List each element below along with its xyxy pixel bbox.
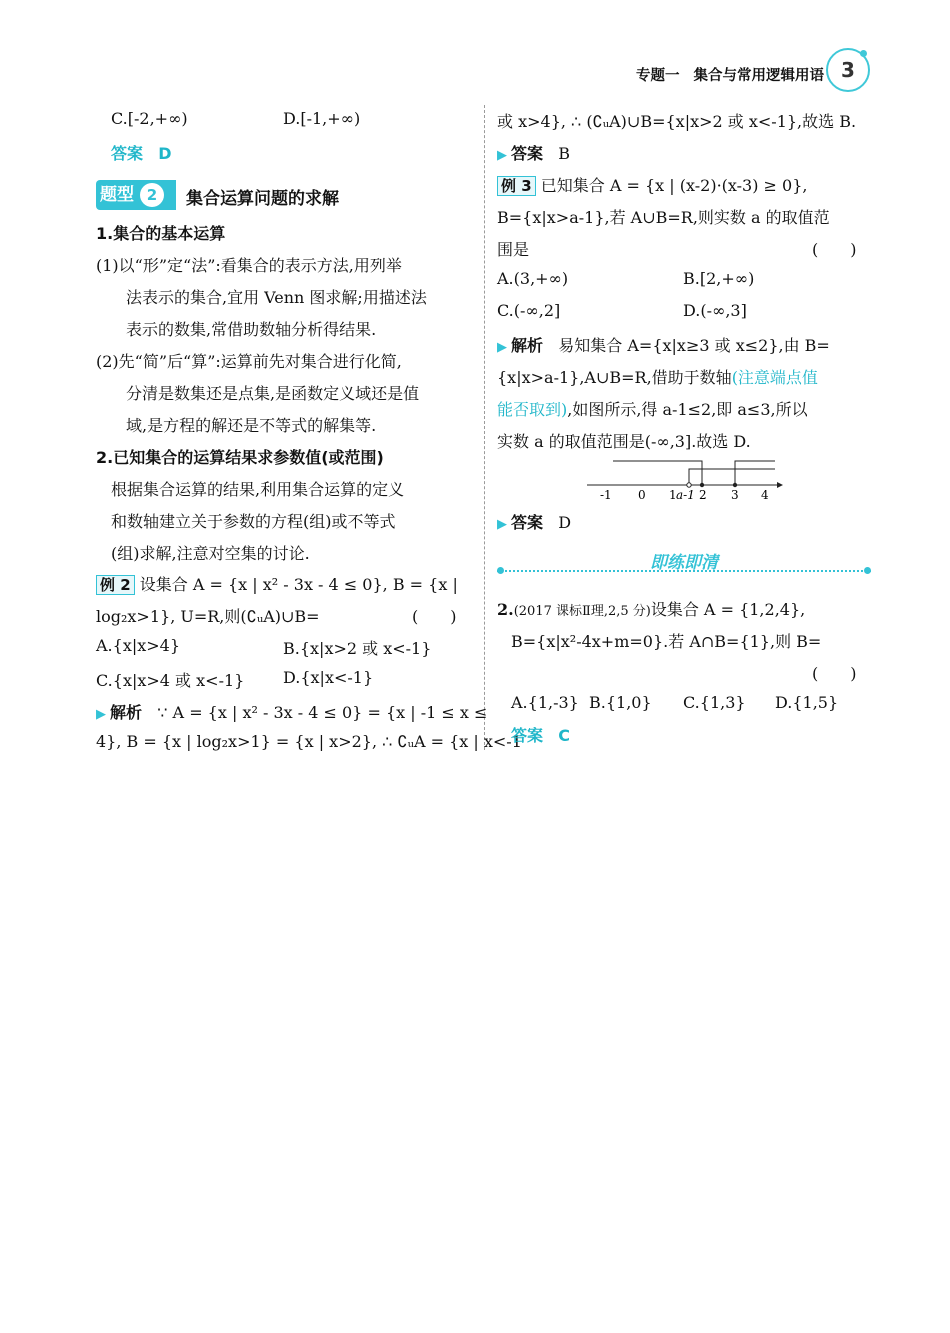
solution-label: 解析 xyxy=(110,703,143,722)
paragraph-1-line-3: 表示的数集,常借助数轴分析得结果. xyxy=(126,320,377,339)
question-2-option-b: B.{1,0} xyxy=(589,693,652,712)
solution-note: (注意端点值 xyxy=(731,368,818,387)
answer-value: C xyxy=(558,726,571,745)
prev-option-d: D.[-1,+∞) xyxy=(283,109,361,128)
triangle-arrow-icon: ▶ xyxy=(497,517,507,532)
answer-value: D xyxy=(158,144,172,163)
header-section: 专题一 xyxy=(636,68,680,84)
page-number: 3 xyxy=(826,48,870,92)
heading-parameter-range: 2.已知集合的运算结果求参数值(或范围) xyxy=(96,448,384,467)
paragraph-2-line-1: (2)先“简”后“算”:运算前先对集合进行化简, xyxy=(96,352,402,371)
triangle-arrow-icon: ▶ xyxy=(96,707,106,722)
solution-label: 解析 xyxy=(511,336,544,355)
practice-label: 即练即清 xyxy=(650,553,718,573)
solution-continued: 或 x>4}, ∴ (∁ᵤA)∪B={x|x>2 或 x<-1},故选 B. xyxy=(497,112,857,131)
example-2-option-c: C.{x|x>4 或 x<-1} xyxy=(96,671,245,690)
solution-text: ∵ A = {x | x² - 3x - 4 ≤ 0} = {x | -1 ≤ x ≤ xyxy=(157,703,488,722)
answer-label: 答案 xyxy=(111,144,144,163)
example-3-line-3: 围是 xyxy=(497,240,530,259)
paragraph-3-line-3: (组)求解,注意对空集的讨论. xyxy=(111,544,310,563)
example-3-answer xyxy=(497,510,571,533)
example-2-line-1 xyxy=(96,572,458,595)
example-2-answer xyxy=(497,141,570,164)
question-2-answer xyxy=(511,723,570,746)
tick-label: a-1 xyxy=(676,488,695,502)
question-stem: 设集合 A = {1,2,4}, xyxy=(650,600,806,619)
axis-arrow-icon xyxy=(777,482,783,488)
example-3-solution-line-2 xyxy=(497,365,818,388)
tick-label: 3 xyxy=(731,488,739,502)
example-3-paren: ( ) xyxy=(812,240,857,259)
paragraph-3-line-1: 根据集合运算的结果,利用集合运算的定义 xyxy=(111,480,405,499)
triangle-arrow-icon: ▶ xyxy=(497,148,507,163)
example-2-option-b: B.{x|x>2 或 x<-1} xyxy=(283,639,432,658)
answer-label: 答案 xyxy=(511,144,544,163)
number-line-diagram xyxy=(585,455,785,505)
closed-point xyxy=(700,483,704,487)
type-tag-label: 题型 xyxy=(100,185,134,205)
paragraph-3-line-2: 和数轴建立关于参数的方程(组)或不等式 xyxy=(111,512,396,531)
example-3-label: 例 3 xyxy=(497,176,536,196)
paragraph-1-line-1: (1)以“形”定“法”:看集合的表示方法,用列举 xyxy=(96,256,402,275)
example-3-option-d: D.(-∞,3] xyxy=(683,301,747,320)
closed-point xyxy=(733,483,737,487)
example-3-line-1 xyxy=(497,173,808,196)
tick-label: 4 xyxy=(761,488,769,502)
paragraph-2-line-2: 分清是数集还是点集,是函数定义域还是值 xyxy=(126,384,420,403)
answer-label: 答案 xyxy=(511,513,544,532)
question-2-option-a: A.{1,-3} xyxy=(511,693,579,712)
question-2-option-c: C.{1,3} xyxy=(683,693,746,712)
practice-banner xyxy=(497,546,871,576)
example-3-solution-line-4: 实数 a 的取值范围是(-∞,3].故选 D. xyxy=(497,432,751,451)
example-2-line-2: log₂x>1}, U=R,则(∁ᵤA)∪B= xyxy=(96,607,320,626)
solution-text: ,如图所示,得 a-1≤2,即 a≤3,所以 xyxy=(567,400,808,419)
question-2-option-d: D.{1,5} xyxy=(775,693,839,712)
column-divider xyxy=(484,105,485,750)
answer-label: 答案 xyxy=(511,726,544,745)
example-2-label: 例 2 xyxy=(96,575,135,595)
example-3-option-b: B.[2,+∞) xyxy=(683,269,755,288)
solution-text: {x|x>a-1},A∪B=R,借助于数轴 xyxy=(497,368,732,387)
prev-option-c: C.[-2,+∞) xyxy=(111,109,188,128)
running-header xyxy=(636,64,824,85)
question-2-paren: ( ) xyxy=(812,664,857,683)
answer-value: D xyxy=(558,513,572,532)
paragraph-1-line-2: 法表示的集合,宜用 Venn 图求解;用描述法 xyxy=(126,288,427,307)
example-2-solution-line-1 xyxy=(96,700,487,723)
heading-basic-operations: 1.集合的基本运算 xyxy=(96,224,226,243)
tick-label: 0 xyxy=(638,488,646,502)
example-3-line-2: B={x|x>a-1},若 A∪B=R,则实数 a 的取值范 xyxy=(497,208,830,227)
example-2-solution-line-2: 4}, B = {x | log₂x>1} = {x | x>2}, ∴ ∁ᵤA = {x | x<-1 xyxy=(96,732,522,751)
paragraph-2-line-3: 域,是方程的解还是不等式的解集等. xyxy=(126,416,377,435)
triangle-arrow-icon: ▶ xyxy=(497,340,507,355)
example-3-stem: 已知集合 A = {x | (x-2)·(x-3) ≥ 0}, xyxy=(540,176,808,195)
question-source: (2017 课标Ⅱ理,2,5 分) xyxy=(513,604,651,619)
example-2-paren: ( ) xyxy=(412,607,457,626)
question-type-tag xyxy=(96,180,176,210)
type-tag-number: 2 xyxy=(140,183,164,207)
example-2-stem: 设集合 A = {x | x² - 3x - 4 ≤ 0}, B = {x | xyxy=(139,575,458,594)
tick-label: 1 xyxy=(669,488,677,502)
example-2-option-d: D.{x|x<-1} xyxy=(283,668,374,687)
question-2-line-2: B={x|x²-4x+m=0}.若 A∩B={1},则 B= xyxy=(511,632,822,651)
tick-label: -1 xyxy=(600,488,612,502)
type-title: 集合运算问题的求解 xyxy=(186,189,339,209)
example-3-solution-line-3 xyxy=(497,397,808,420)
solution-text: 易知集合 A={x|x≥3 或 x≤2},由 B= xyxy=(558,336,830,355)
tick-label: 2 xyxy=(699,488,707,502)
answer-value: B xyxy=(558,144,571,163)
example-3-option-a: A.(3,+∞) xyxy=(497,269,569,288)
set-a-right-bracket xyxy=(735,461,775,485)
question-number: 2. xyxy=(497,600,514,619)
example-3-solution-line-1 xyxy=(497,333,830,356)
solution-note: 能否取到) xyxy=(497,400,568,419)
open-point xyxy=(687,483,691,487)
example-3-option-c: C.(-∞,2] xyxy=(497,301,561,320)
example-2-option-a: A.{x|x>4} xyxy=(96,636,181,655)
header-title: 集合与常用逻辑用语 xyxy=(693,68,824,84)
question-2-line-1 xyxy=(497,597,805,620)
page-number-dot xyxy=(860,50,867,57)
prev-answer xyxy=(111,141,172,164)
